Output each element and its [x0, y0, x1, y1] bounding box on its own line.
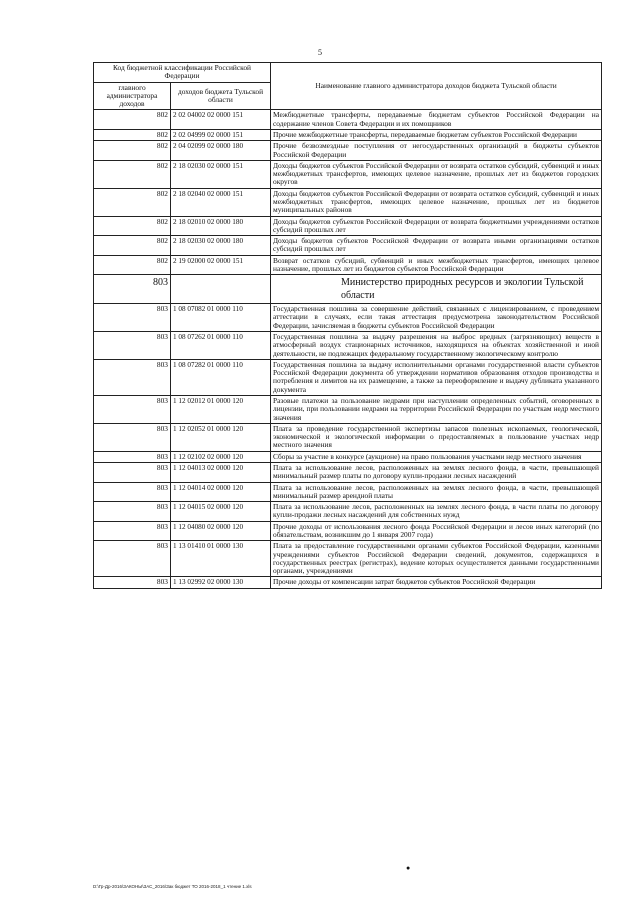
admin-code-cell: 803 — [94, 541, 171, 577]
income-name-cell: Плата за использование лесов, расположенных на землях лесного фонда, в части, превышающей минимальный размер платы по договору купли-продажи лесных насаждений — [271, 462, 602, 482]
income-code-cell: 2 18 02030 02 0000 180 — [171, 236, 271, 256]
income-code-cell — [171, 275, 271, 304]
admin-code-cell: 803 — [94, 451, 171, 462]
income-code-cell: 1 12 02052 01 0000 120 — [171, 423, 271, 451]
table-row — [94, 110, 602, 130]
income-code-cell: 1 12 04080 02 0000 120 — [171, 521, 271, 541]
income-code-cell: 1 12 04015 02 0000 120 — [171, 502, 271, 522]
income-name-cell: Прочие доходы от использования лесного фонда Российской Федерации и лесов иных категорий (по обязательствам, возникшим до 1 января 2007 года) — [271, 521, 602, 541]
admin-code-cell: 802 — [94, 255, 171, 275]
table-row — [94, 236, 602, 256]
income-name-cell: Прочие доходы от компенсации затрат бюджетов субъектов Российской Федерации — [271, 577, 602, 588]
income-name-cell: Доходы бюджетов субъектов Российской Федерации от возврата иными организациями остатков субсидий прошлых лет — [271, 236, 602, 256]
income-code-cell: 1 12 02012 01 0000 120 — [171, 396, 271, 424]
income-code-cell: 2 02 04002 02 0000 151 — [171, 110, 271, 130]
budget-classification-table — [93, 62, 602, 589]
admin-code-cell: 803 — [94, 304, 171, 332]
admin-code-cell: 802 — [94, 110, 171, 130]
table-row — [94, 255, 602, 275]
income-name-cell: Возврат остатков субсидий, субвенций и иных межбюджетных трансфертов, имеющих целевое назначение, прошлых лет из бюджетов субъектов Российской Федерации — [271, 255, 602, 275]
income-name-cell: Плата за использование лесов, расположенных на землях лесного фонда, в части, превышающей минимальный размер арендной платы — [271, 482, 602, 502]
income-code-cell: 1 12 04014 02 0000 120 — [171, 482, 271, 502]
table-row — [94, 577, 602, 588]
table-row — [94, 188, 602, 216]
ministry-heading-row — [94, 275, 602, 304]
header-classification: Код бюджетной классификации Российской Федерации — [94, 63, 271, 83]
table-row — [94, 141, 602, 161]
table-row — [94, 462, 602, 482]
table-row — [94, 304, 602, 332]
income-code-cell: 1 08 07282 01 0000 110 — [171, 359, 271, 395]
header-name: Наименование главного администратора доходов бюджета Тульской области — [271, 63, 602, 110]
income-name-cell: Государственная пошлина за выдачу исполнительными органами государственной власти субъектов Российской Федерации документа об утверждении нормативов образования отходов производства и потребления и лимитов на их размещение, а также за переоформление и выдачу дубликата указанного документа — [271, 359, 602, 395]
admin-code-cell: 802 — [94, 141, 171, 161]
admin-code-cell: 803 — [94, 462, 171, 482]
income-name-cell: Доходы бюджетов субъектов Российской Федерации от возврата бюджетными учреждениями остатков субсидий прошлых лет — [271, 216, 602, 236]
income-code-cell: 2 02 04999 02 0000 151 — [171, 129, 271, 140]
income-code-cell: 2 19 02000 02 0000 151 — [171, 255, 271, 275]
income-code-cell: 1 12 04013 02 0000 120 — [171, 462, 271, 482]
table-row — [94, 521, 602, 541]
admin-code-cell: 803 — [94, 275, 171, 304]
table-row — [94, 129, 602, 140]
income-name-cell: Государственная пошлина за выдачу разрешения на выброс вредных (загрязняющих) веществ в атмосферный воздух стационарных источников, находящихся на объектах хозяйственной и иной деятельности, не подлежащих федеральному государственному экологическому контролю — [271, 332, 602, 360]
income-name-cell: Министерство природных ресурсов и экологии Тульской области — [271, 275, 602, 304]
admin-code-cell: 802 — [94, 160, 171, 188]
admin-code-cell: 802 — [94, 236, 171, 256]
income-code-cell: 1 13 01410 01 0000 130 — [171, 541, 271, 577]
income-name-cell: Прочие безвозмездные поступления от негосударственных организаций в бюджеты субъектов Российской Федерации — [271, 141, 602, 161]
admin-code-cell: 803 — [94, 502, 171, 522]
table-row — [94, 216, 602, 236]
income-code-cell: 1 08 07262 01 0000 110 — [171, 332, 271, 360]
income-code-cell: 1 08 07082 01 0000 110 — [171, 304, 271, 332]
admin-code-cell: 802 — [94, 129, 171, 140]
table-row — [94, 451, 602, 462]
income-name-cell: Государственная пошлина за совершение действий, связанных с лицензированием, с проведением аттестации в случаях, если такая аттестация предусмотрена законодательством Российской Федерации, зачисляемая в бюджеты субъектов Российской Федерации — [271, 304, 602, 332]
income-code-cell: 2 18 02010 02 0000 180 — [171, 216, 271, 236]
income-code-cell: 1 13 02992 02 0000 130 — [171, 577, 271, 588]
income-name-cell: Доходы бюджетов субъектов Российской Федерации от возврата остатков субсидий, субвенций и иных межбюджетных трансфертов, имеющих целевое назначение, прошлых лет из бюджетов муниципальных районов — [271, 188, 602, 216]
admin-code-cell: 803 — [94, 359, 171, 395]
income-code-cell: 1 12 02102 02 0000 120 — [171, 451, 271, 462]
table-row — [94, 423, 602, 451]
income-name-cell: Плата за проведение государственной экспертизы запасов полезных ископаемых, геологической, экономической и экологической информации о предоставляемых в пользование участках недр местного значения — [271, 423, 602, 451]
admin-code-cell: 802 — [94, 216, 171, 236]
income-name-cell: Разовые платежи за пользование недрами при наступлении определенных событий, оговоренных в лицензии, при пользовании недрами на территории Российской Федерации по участкам недр местного значения — [271, 396, 602, 424]
header-admin: главного администратора доходов — [94, 82, 171, 110]
income-name-cell: Доходы бюджетов субъектов Российской Федерации от возврата остатков субсидий, субвенций и иных межбюджетных трансфертов, имеющих целевое назначение, прошлых лет из бюджетов городских округов — [271, 160, 602, 188]
table-row — [94, 332, 602, 360]
admin-code-cell: 803 — [94, 577, 171, 588]
header-income: доходов бюджета Тульской области — [171, 82, 271, 110]
income-name-cell: Плата за использование лесов, расположенных на землях лесного фонда, в части платы по договору купли-продажи лесных насаждений для собственных нужд — [271, 502, 602, 522]
income-code-cell: 2 04 02099 02 0000 180 — [171, 141, 271, 161]
admin-code-cell: 803 — [94, 521, 171, 541]
income-code-cell: 2 18 02030 02 0000 151 — [171, 160, 271, 188]
income-code-cell: 2 18 02040 02 0000 151 — [171, 188, 271, 216]
table-row — [94, 541, 602, 577]
admin-code-cell: 803 — [94, 332, 171, 360]
table-row — [94, 359, 602, 395]
table-row — [94, 502, 602, 522]
file-path-footer: D:\Гр-Др-2016\ЗАКОНЫ\ЗАС_2016\Зак бюджет ТО 2016-2018_1 чтение 1.xls — [93, 884, 252, 889]
admin-code-cell: 803 — [94, 396, 171, 424]
income-name-cell: Прочие межбюджетные трансферты, передаваемые бюджетам субъектов Российской Федерации — [271, 129, 602, 140]
income-name-cell: Плата за предоставление государственными органами субъектов Российской Федерации, казенными учреждениями субъектов Российской Федерации сведений, документов, содержащихся в государственных реестрах (регистрах), ведение которых осуществляется данными государственными органами, учреждениями — [271, 541, 602, 577]
income-name-cell: Сборы за участие в конкурсе (аукционе) на право пользования участками недр местного значения — [271, 451, 602, 462]
admin-code-cell: 802 — [94, 188, 171, 216]
page-number: 5 — [318, 48, 322, 57]
admin-code-cell: 803 — [94, 423, 171, 451]
table-row — [94, 160, 602, 188]
admin-code-cell: 803 — [94, 482, 171, 502]
page-mark: ● — [406, 864, 411, 872]
table-row — [94, 482, 602, 502]
income-name-cell: Межбюджетные трансферты, передаваемые бюджетам субъектов Российской Федерации на содержание членов Совета Федерации и их помощников — [271, 110, 602, 130]
table-row — [94, 396, 602, 424]
table-body — [94, 110, 602, 588]
